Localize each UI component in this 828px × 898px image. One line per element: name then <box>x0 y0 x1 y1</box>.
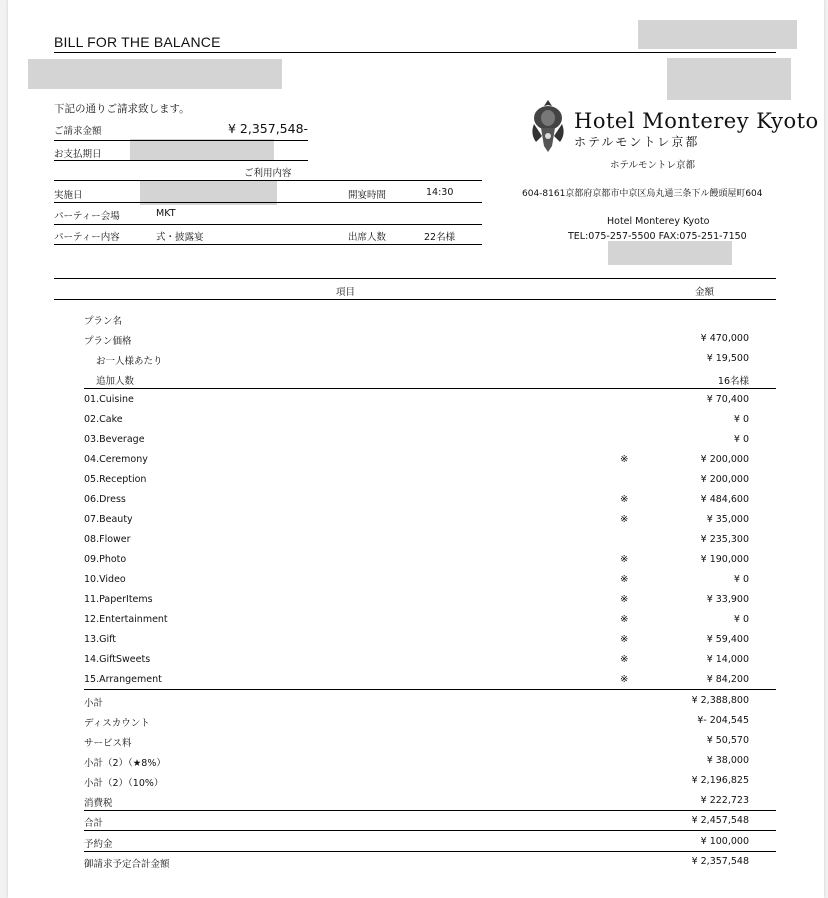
item-row-value: ¥ 70,400 <box>706 394 749 405</box>
hotel-address: 604-8161京都府京都市中京区烏丸通三条下ル饅頭屋町604 <box>522 189 763 199</box>
final-amount-label: 御請求予定合計金額 <box>84 859 170 870</box>
item-row-value: ¥ 200,000 <box>700 474 749 485</box>
deposit-value: ¥ 100,000 <box>700 836 749 847</box>
summary-row-label: ディスカウント <box>84 718 150 729</box>
event-start-value: 14:30 <box>426 187 454 198</box>
item-row-label: 06.Dress <box>84 494 126 505</box>
item-row-value: ¥ 0 <box>733 614 749 625</box>
item-row-label: 02.Cake <box>84 414 123 425</box>
item-row-label: 12.Entertainment <box>84 614 168 625</box>
header-item: 項目 <box>336 287 356 298</box>
amount-label: ご請求金額 <box>54 126 102 137</box>
table-header-rule-bottom <box>54 299 776 300</box>
hotel-name-jp: ホテルモントレ京都 <box>610 160 696 171</box>
redaction-block <box>608 241 732 265</box>
hotel-crest-icon <box>528 98 568 154</box>
item-row-mark: ※ <box>620 454 629 465</box>
deposit-rule <box>84 851 776 852</box>
total-rule <box>84 830 776 831</box>
extra-guests-value: 16名様 <box>717 376 749 387</box>
item-row-value: ¥ 200,000 <box>700 454 749 465</box>
per-person-label: お一人様あたり <box>96 356 163 367</box>
item-row-label: 08.Flower <box>84 534 131 545</box>
item-row-label: 15.Arrangement <box>84 674 162 685</box>
items-rule <box>84 689 776 690</box>
amount-value: ¥ 2,357,548- <box>228 121 309 136</box>
table-header-rule-top <box>54 278 776 279</box>
deposit-label: 予約金 <box>84 839 113 850</box>
event-start-label: 開宴時間 <box>348 190 387 201</box>
event-rule-bottom <box>54 244 482 245</box>
summary-row-value: ¥- 204,545 <box>697 715 749 726</box>
item-row-value: ¥ 0 <box>733 414 749 425</box>
redaction-block <box>28 59 282 89</box>
item-row-label: 07.Beauty <box>84 514 133 525</box>
redaction-block <box>667 58 791 100</box>
item-row-value: ¥ 0 <box>733 574 749 585</box>
item-row-value: ¥ 190,000 <box>700 554 749 565</box>
item-row-mark: ※ <box>620 574 629 585</box>
hotel-name-en: Hotel Monterey Kyoto <box>607 216 710 227</box>
summary-row-value: ¥ 222,723 <box>700 795 749 806</box>
item-row-mark: ※ <box>620 674 629 685</box>
summary-row-value: ¥ 2,388,800 <box>691 695 749 706</box>
venue-label: パーティー会場 <box>54 211 120 222</box>
redaction-block <box>130 139 274 161</box>
summary-row-value: ¥ 2,196,825 <box>691 775 749 786</box>
final-amount-value: ¥ 2,357,548 <box>691 856 749 867</box>
item-row-label: 05.Reception <box>84 474 147 485</box>
due-rule <box>54 160 308 161</box>
item-row-label: 03.Beverage <box>84 434 145 445</box>
hotel-logo-jp: ホテルモントレ京都 <box>574 135 700 149</box>
content-label: パーティー内容 <box>54 232 120 243</box>
summary-row-label: サービス料 <box>84 738 132 749</box>
summary-row-label: 小計（2）（★8%） <box>84 758 166 769</box>
summary-row-label: 小計 <box>84 698 104 709</box>
per-person-value: ¥ 19,500 <box>706 353 749 364</box>
event-rule-top <box>54 180 482 181</box>
hotel-logo-en: Hotel Monterey Kyoto <box>574 109 819 133</box>
summary-row-value: ¥ 38,000 <box>706 755 749 766</box>
hotel-contact: TEL:075-257-5500 FAX:075-251-7150 <box>568 231 747 242</box>
summary-row-value: ¥ 50,570 <box>706 735 749 746</box>
item-row-value: ¥ 84,200 <box>706 674 749 685</box>
item-row-label: 04.Ceremony <box>84 454 148 465</box>
venue-value: MKT <box>156 208 176 219</box>
summary-row-label: 消費税 <box>84 798 113 809</box>
title-rule <box>54 52 776 53</box>
plan-price-label: プラン価格 <box>84 336 132 347</box>
plan-name-label: プラン名 <box>84 316 123 327</box>
item-row-label: 09.Photo <box>84 554 127 565</box>
item-row-value: ¥ 33,900 <box>706 594 749 605</box>
redaction-block <box>638 20 797 49</box>
header-amount: 金額 <box>695 287 715 298</box>
item-row-label: 14.GiftSweets <box>84 654 151 665</box>
plan-rule <box>84 388 776 389</box>
item-row-label: 13.Gift <box>84 634 117 645</box>
item-row-label: 11.PaperItems <box>84 594 153 605</box>
item-row-value: ¥ 14,000 <box>706 654 749 665</box>
item-row-value: ¥ 484,600 <box>700 494 749 505</box>
item-row-value: ¥ 59,400 <box>706 634 749 645</box>
guests-label: 出席人数 <box>348 232 387 243</box>
content-value: 式・披露宴 <box>156 232 204 243</box>
amount-rule <box>54 140 308 141</box>
plan-price-value: ¥ 470,000 <box>700 333 749 344</box>
event-rule-2 <box>54 224 482 225</box>
total-value: ¥ 2,457,548 <box>691 815 749 826</box>
summary-row-label: 小計（2）（10%） <box>84 778 164 789</box>
guests-value: 22名様 <box>424 232 456 243</box>
item-row-mark: ※ <box>620 654 629 665</box>
intro-text: 下記の通りご請求致します。 <box>54 103 190 115</box>
event-rule-1 <box>54 202 482 203</box>
item-row-value: ¥ 35,000 <box>706 514 749 525</box>
item-row-mark: ※ <box>620 614 629 625</box>
item-row-mark: ※ <box>620 594 629 605</box>
due-label: お支払期日 <box>54 149 102 160</box>
tax-rule <box>84 810 776 811</box>
item-row-value: ¥ 235,300 <box>700 534 749 545</box>
item-row-label: 01.Cuisine <box>84 394 134 405</box>
item-row-mark: ※ <box>620 634 629 645</box>
item-row-mark: ※ <box>620 554 629 565</box>
total-label: 合計 <box>84 818 104 829</box>
item-row-mark: ※ <box>620 494 629 505</box>
item-row-value: ¥ 0 <box>733 434 749 445</box>
item-row-label: 10.Video <box>84 574 126 585</box>
page-title: BILL FOR THE BALANCE <box>54 34 221 50</box>
usage-label: ご利用内容 <box>244 168 292 179</box>
event-date-label: 実施日 <box>54 190 83 201</box>
item-row-mark: ※ <box>620 514 629 525</box>
extra-guests-label: 追加人数 <box>96 376 135 387</box>
